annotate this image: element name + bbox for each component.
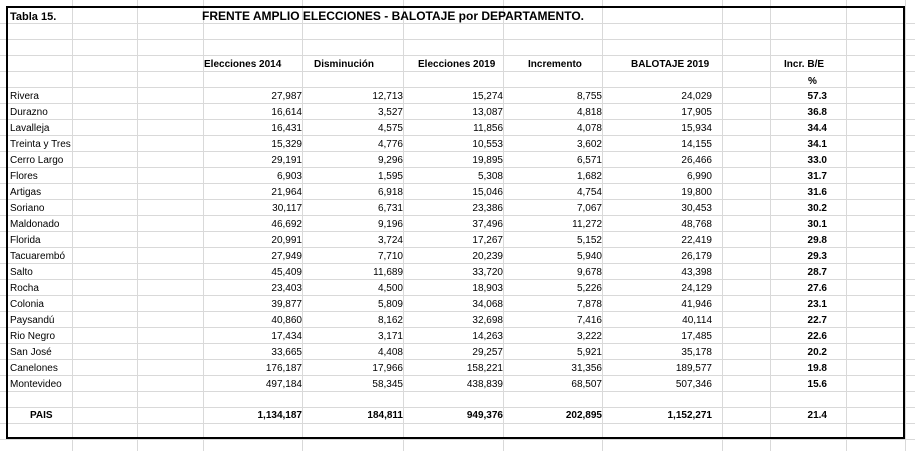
row-12-e2019: 18,903 (472, 283, 503, 294)
row-10-bal: 26,179 (681, 251, 712, 262)
row-dept-9: Florida (10, 235, 41, 246)
row-6-ratio: 31.6 (807, 187, 827, 198)
row-1-bal: 17,905 (681, 107, 712, 118)
row-8-ratio: 30.1 (807, 219, 827, 230)
row-14-incr: 7,416 (576, 315, 602, 326)
row-4-e2019: 19,895 (472, 155, 503, 166)
row-17-e2014: 176,187 (265, 363, 302, 374)
row-13-e2014: 39,877 (271, 299, 302, 310)
row-11-e2014: 45,409 (271, 267, 302, 278)
row-14-bal: 40,114 (682, 315, 712, 326)
row-12-incr: 5,226 (576, 283, 602, 294)
row-7-incr: 7,067 (576, 203, 602, 214)
row-4-bal: 26,466 (681, 155, 712, 166)
row-10-e2014: 27,949 (271, 251, 302, 262)
row-dept-14: Paysandú (10, 315, 55, 326)
row-5-dism: 1,595 (377, 171, 403, 182)
row-8-e2014: 46,692 (271, 219, 302, 230)
row-0-e2019: 15,274 (472, 91, 503, 102)
row-dept-4: Cerro Largo (10, 155, 64, 166)
row-16-ratio: 20.2 (807, 347, 827, 358)
row-18-ratio: 15.6 (807, 379, 827, 390)
row-14-e2019: 32,698 (472, 315, 503, 326)
row-2-dism: 4,575 (377, 123, 403, 134)
row-14-e2014: 40,860 (271, 315, 302, 326)
row-6-e2019: 15,046 (472, 187, 503, 198)
row-3-e2019: 10,553 (472, 139, 503, 150)
row-dept-6: Artigas (10, 187, 42, 198)
row-18-dism: 58,345 (372, 379, 403, 390)
row-11-dism: 11,689 (373, 267, 403, 278)
row-14-ratio: 22.7 (807, 315, 827, 326)
row-10-e2019: 20,239 (472, 251, 503, 262)
row-2-ratio: 34.4 (807, 123, 827, 134)
row-8-e2019: 37,496 (472, 219, 503, 230)
row-dept-3: Treinta y Tres (10, 139, 71, 150)
row-9-bal: 22,419 (681, 235, 712, 246)
total-label: PAIS (30, 410, 53, 421)
row-17-dism: 17,966 (372, 363, 403, 374)
row-8-dism: 9,196 (377, 219, 403, 230)
row-6-incr: 4,754 (576, 187, 602, 198)
row-15-dism: 3,171 (377, 331, 403, 342)
row-3-e2014: 15,329 (271, 139, 302, 150)
row-8-incr: 11,272 (572, 219, 602, 230)
header-percent-unit: % (808, 76, 817, 87)
header-elecciones-2014: Elecciones 2014 (204, 59, 282, 70)
row-7-ratio: 30.2 (807, 203, 827, 214)
row-2-incr: 4,078 (576, 123, 602, 134)
row-0-ratio: 57.3 (807, 91, 827, 102)
row-13-e2019: 34,068 (472, 299, 503, 310)
row-5-e2014: 6,903 (276, 171, 302, 182)
row-2-e2019: 11,856 (473, 123, 503, 134)
row-0-incr: 8,755 (576, 91, 602, 102)
row-15-e2019: 14,263 (472, 331, 503, 342)
header-incr-b-e: Incr. B/E (784, 59, 825, 70)
row-17-e2019: 158,221 (466, 363, 503, 374)
row-1-e2014: 16,614 (271, 107, 302, 118)
row-4-dism: 9,296 (377, 155, 403, 166)
row-dept-12: Rocha (10, 283, 39, 294)
row-4-ratio: 33.0 (807, 155, 827, 166)
header-elecciones-2019: Elecciones 2019 (418, 59, 496, 70)
row-18-e2014: 497,184 (265, 379, 302, 390)
row-11-bal: 43,398 (681, 267, 712, 278)
row-dept-11: Salto (10, 267, 33, 278)
row-dept-5: Flores (10, 171, 38, 182)
row-dept-18: Montevideo (10, 379, 62, 390)
row-7-dism: 6,731 (377, 203, 403, 214)
row-11-e2019: 33,720 (472, 267, 503, 278)
row-15-ratio: 22.6 (807, 331, 827, 342)
row-0-e2014: 27,987 (271, 91, 302, 102)
row-2-e2014: 16,431 (271, 123, 302, 134)
row-6-e2014: 21,964 (271, 187, 302, 198)
row-16-bal: 35,178 (681, 347, 712, 358)
header-disminucion: Disminución (314, 59, 375, 70)
total-e2019: 949,376 (466, 410, 503, 421)
row-15-bal: 17,485 (681, 331, 712, 342)
row-9-dism: 3,724 (377, 235, 403, 246)
total-incr: 202,895 (565, 410, 602, 421)
row-16-incr: 5,921 (576, 347, 602, 358)
row-1-incr: 4,818 (576, 107, 602, 118)
row-dept-15: Rio Negro (10, 331, 56, 342)
row-5-bal: 6,990 (686, 171, 712, 182)
row-9-e2014: 20,991 (271, 235, 302, 246)
row-4-incr: 6,571 (576, 155, 602, 166)
row-18-bal: 507,346 (675, 379, 712, 390)
row-8-bal: 48,768 (681, 219, 712, 230)
row-15-incr: 3,222 (576, 331, 602, 342)
row-12-bal: 24,129 (681, 283, 712, 294)
row-11-ratio: 28.7 (807, 267, 827, 278)
row-7-bal: 30,453 (681, 203, 712, 214)
row-10-incr: 5,940 (576, 251, 602, 262)
row-12-e2014: 23,403 (271, 283, 302, 294)
row-dept-1: Durazno (10, 107, 48, 118)
row-16-e2019: 29,257 (472, 347, 503, 358)
header-incremento: Incremento (528, 59, 582, 70)
row-dept-13: Colonia (10, 299, 44, 310)
row-dept-2: Lavalleja (10, 123, 50, 134)
row-13-incr: 7,878 (576, 299, 602, 310)
row-dept-0: Rivera (10, 91, 39, 102)
row-14-dism: 8,162 (377, 315, 403, 326)
row-6-bal: 19,800 (681, 187, 712, 198)
row-15-e2014: 17,434 (271, 331, 302, 342)
total-bal: 1,152,271 (667, 410, 712, 421)
row-13-bal: 41,946 (681, 299, 712, 310)
row-17-ratio: 19.8 (807, 363, 827, 374)
row-7-e2014: 30,117 (272, 203, 302, 214)
row-4-e2014: 29,191 (271, 155, 302, 166)
row-17-bal: 189,577 (675, 363, 712, 374)
row-dept-8: Maldonado (10, 219, 60, 230)
row-1-dism: 3,527 (377, 107, 403, 118)
row-dept-7: Soriano (10, 203, 45, 214)
table-label: Tabla 15. (10, 11, 57, 23)
row-10-ratio: 29.3 (807, 251, 827, 262)
row-11-incr: 9,678 (576, 267, 602, 278)
row-3-incr: 3,602 (576, 139, 602, 150)
row-13-ratio: 23.1 (807, 299, 827, 310)
row-18-incr: 68,507 (571, 379, 602, 390)
row-1-e2019: 13,087 (472, 107, 503, 118)
row-3-ratio: 34.1 (807, 139, 827, 150)
row-3-dism: 4,776 (377, 139, 403, 150)
row-1-ratio: 36.8 (807, 107, 827, 118)
row-2-bal: 15,934 (681, 123, 712, 134)
row-10-dism: 7,710 (377, 251, 403, 262)
row-5-incr: 1,682 (576, 171, 602, 182)
row-12-dism: 4,500 (377, 283, 403, 294)
row-18-e2019: 438,839 (466, 379, 503, 390)
row-0-bal: 24,029 (681, 91, 712, 102)
row-dept-16: San José (10, 347, 52, 358)
row-9-ratio: 29.8 (807, 235, 827, 246)
row-16-dism: 4,408 (377, 347, 403, 358)
row-5-ratio: 31.7 (807, 171, 827, 182)
row-0-dism: 12,713 (372, 91, 403, 102)
total-dism: 184,811 (367, 410, 403, 421)
row-12-ratio: 27.6 (807, 283, 827, 294)
row-16-e2014: 33,665 (271, 347, 302, 358)
row-9-incr: 5,152 (576, 235, 602, 246)
row-9-e2019: 17,267 (472, 235, 503, 246)
page-title: FRENTE AMPLIO ELECCIONES - BALOTAJE por DEPARTAMENTO. (202, 9, 585, 23)
row-5-e2019: 5,308 (477, 171, 503, 182)
row-dept-17: Canelones (10, 363, 58, 374)
row-7-e2019: 23,386 (472, 203, 503, 214)
total-e2014: 1,134,187 (257, 410, 302, 421)
row-17-incr: 31,356 (571, 363, 602, 374)
row-3-bal: 14,155 (681, 139, 712, 150)
row-13-dism: 5,809 (377, 299, 403, 310)
row-6-dism: 6,918 (377, 187, 403, 198)
row-dept-10: Tacuarembó (10, 251, 66, 262)
header-balotaje-2019: BALOTAJE 2019 (631, 59, 710, 70)
total-ratio: 21.4 (807, 410, 827, 421)
